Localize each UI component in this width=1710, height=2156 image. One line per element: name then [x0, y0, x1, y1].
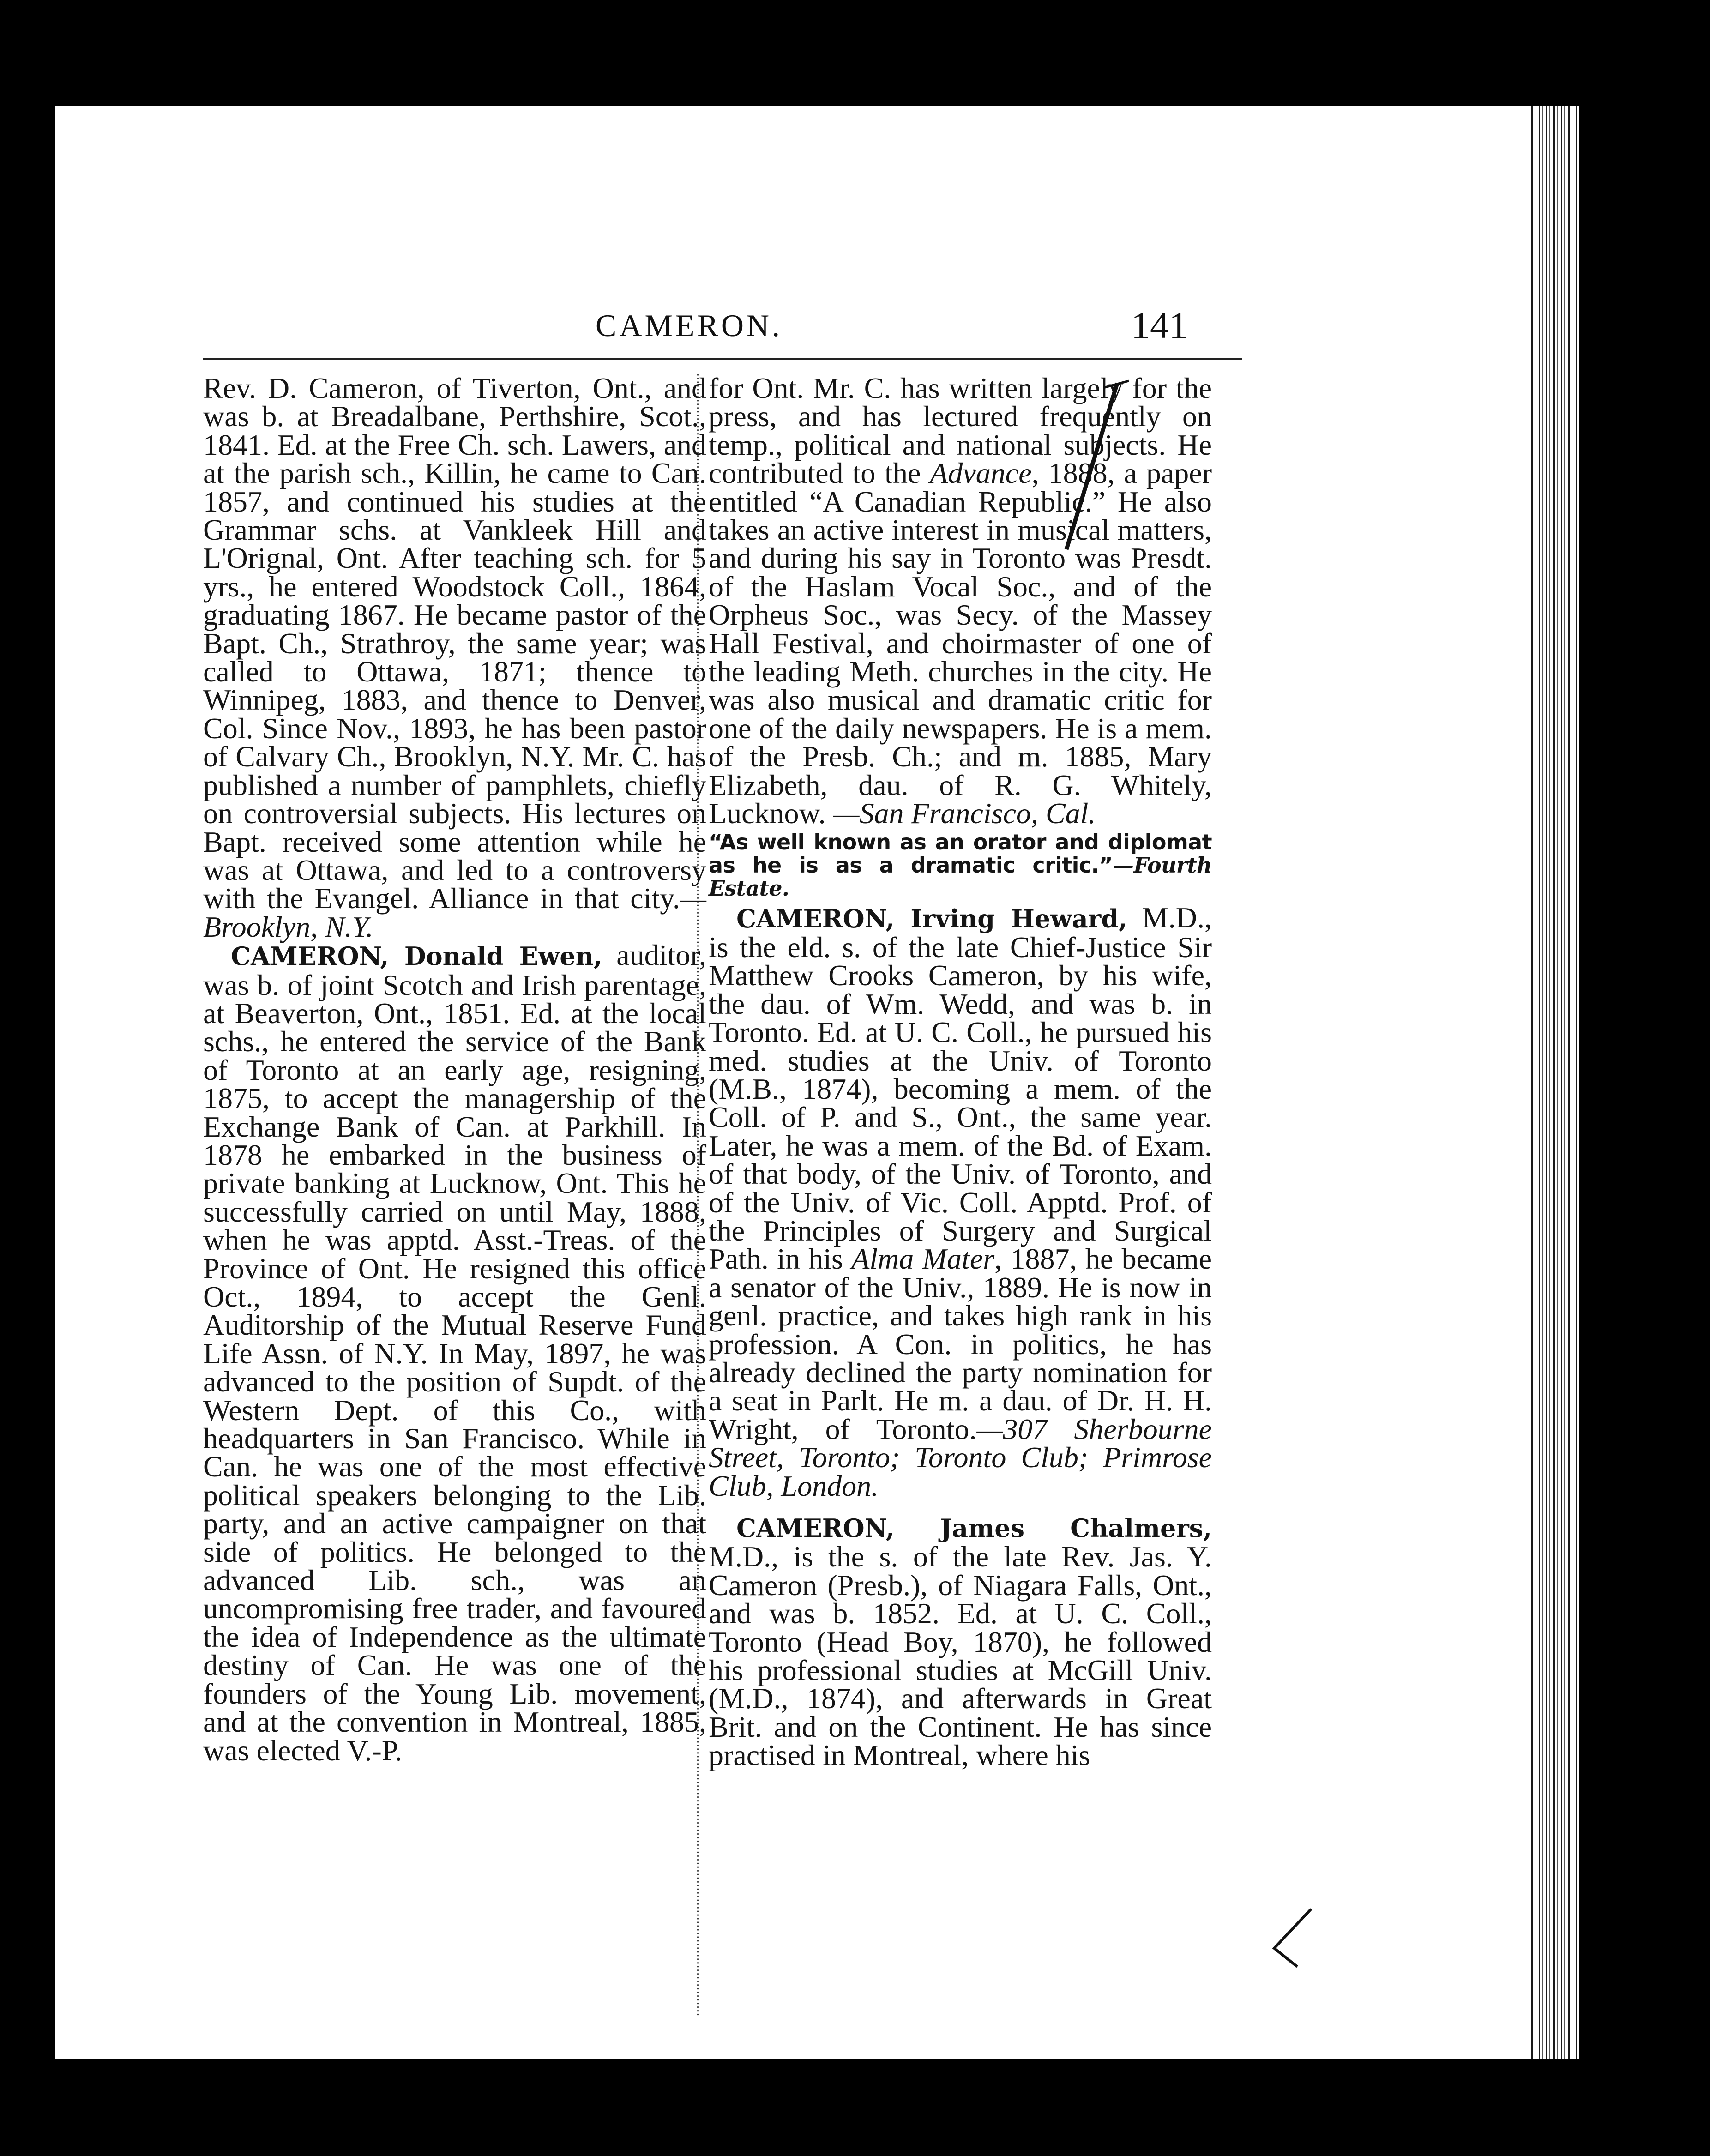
alma-mater: Alma Mater: [851, 1242, 995, 1276]
page-header: [55, 304, 1528, 359]
entry-text: M.D., is the eld. s. of the late Chief-Justice Sir Matthew Crooks Cameron, by his wife, the dau. of Wm. Wedd, and was b. in Toronto. Ed. at U. C. Coll., he pursued his med. studies at the Univ. of Toronto (M.B., 1874), becoming a mem. of the Coll. of P. and S., Ont., the same year. Later, he was a mem. of the Bd. of Exam. of that body, of the Univ. of Toronto, and of the Univ. of Vic. Coll. Apptd. Prof. of the Principles of Surgery and Surgical Path. in his: [709, 901, 1212, 1276]
entry-address: —San Francisco, Cal.: [833, 797, 1096, 830]
entry-text: auditor, was b. of joint Scotch and Irish parentage, at Beaverton, Ont., 1851. Ed. at the local schs., he entered the service of the Bank of Toronto at an early age, resigning, 1875, to accept the managership of the Exchange Bank of Can. at Parkhill. In 1878 he embarked in the business of private banking at Lucknow, Ont. This he successfully carried on until May, 1888, when he was apptd. Asst.-Treas. of the Province of Ont. He resigned this office Oct., 1894, to accept the Genl. Auditorship of the Mutual Reserve Fund Life Assn. of N.Y. In May, 1897, he was advanced to the position of Supdt. of the Western Dept. of this Co., with headquarters in San Francisco. While in Can. he was one of the most effective political speakers belonging to the Lib. party, and an active campaigner on that side of politics. He belonged to the advanced Lib. sch., was an uncompromising free trader, and favoured the idea of Independence as the ultimate destiny of Can. He was one of the founders of the Young Lib. movement, and at the convention in Montreal, 1885, was elected V.-P.: [203, 939, 706, 1767]
running-head: CAMERON.: [596, 308, 783, 343]
entry-text: for Ont. Mr. C. has written largely for the press, and has lectured frequently on temp., political and national subjects. He contributed to the: [709, 372, 1212, 490]
pencil-slash-mark: [1048, 379, 1140, 554]
entry-text: , 1887, he became a senator of the Univ., 1889. He is now in genl. practice, and takes high rank in his profession. A Con. in politics, he has already declined the party nomination for a seat in Parlt. He m. a dau. of Dr. H. H. Wright, of Toronto.: [709, 1242, 1212, 1445]
book-page: [55, 106, 1528, 2059]
entry-cameron-irving-heward: [709, 903, 1212, 1500]
left-column: [203, 374, 706, 1765]
publication-title: Advance: [930, 457, 1032, 490]
entry-cameron-james-chalmers: [709, 1513, 1212, 1770]
press-quote: [709, 831, 1212, 900]
entry-text: M.D., is the s. of the late Rev. Jas. Y. Cameron (Presb.), of Niagara Falls, Ont., and was b. 1852. Ed. at U. C. Coll., Toronto (Head Boy, 1870), he followed his professional studies at McGill Univ. (M.D., 1874), and afterwards in Great Brit. and on the Continent. He has since practised in Montreal, where his: [709, 1540, 1212, 1772]
page-number: 141: [1131, 304, 1188, 346]
header-rule: [203, 358, 1242, 360]
entry-address: —Brooklyn, N.Y.: [203, 882, 706, 943]
entry-name: CAMERON, Donald Ewen,: [231, 941, 602, 971]
page-edge-shadow: [1528, 106, 1579, 2059]
entry-text: , 1888, a paper entitled “A Canadian Republic.” He also takes an active interest in musical matters, and during his say in Toronto was Presdt. of the Haslam Vocal Soc., and of the Orpheus Soc., was Secy. of the Massey Hall Festival, and choirmaster of one of the leading Meth. churches in the city. He was also musical and dramatic critic for one of the daily newspapers. He is a mem. of the Presb. Ch.; and m. 1885, Mary Elizabeth, dau. of R. G. Whitely, Lucknow.: [709, 457, 1212, 830]
quote-source: —Fourth Estate.: [709, 852, 1212, 901]
right-column: [709, 374, 1212, 1770]
scan-gutter: [0, 106, 55, 2059]
entry-name: CAMERON, James Chalmers,: [736, 1513, 1212, 1543]
quote-text: “As well known as an orator and diplomat as he is as a dramatic critic.”: [709, 829, 1212, 878]
entry-continuation: [203, 374, 706, 941]
margin-check-mark: [1265, 1907, 1316, 1971]
entry-text: Rev. D. Cameron, of Tiverton, Ont., and was b. at Breadalbane, Perthshire, Scot., 1841. Ed. at the Free Ch. sch. Lawers, and at the parish sch., Killin, he came to Can. 1857, and continued his studies at the Grammar schs. at Vankleek Hill and L'Orignal, Ont. After teaching sch. for 5 yrs., he entered Woodstock Coll., 1864, graduating 1867. He became pastor of the Bapt. Ch., Strathroy, the same year; was called to Ottawa, 1871; thence to Winnipeg, 1883, and thence to Denver, Col. Since Nov., 1893, he has been pastor of Calvary Ch., Brooklyn, N.Y. Mr. C. has published a number of pamphlets, chiefly on controversial subjects. His lectures on Bapt. received some attention while he was at Ottawa, and led to a controversy with the Evangel. Alliance in that city.: [203, 372, 706, 915]
entry-address: —307 Sherbourne Street, Toronto; Toronto Club; Primrose Club, London.: [709, 1412, 1212, 1502]
entry-cameron-donald-ewen: [203, 941, 706, 1765]
entry-name: CAMERON, Irving Heward,: [736, 903, 1127, 933]
